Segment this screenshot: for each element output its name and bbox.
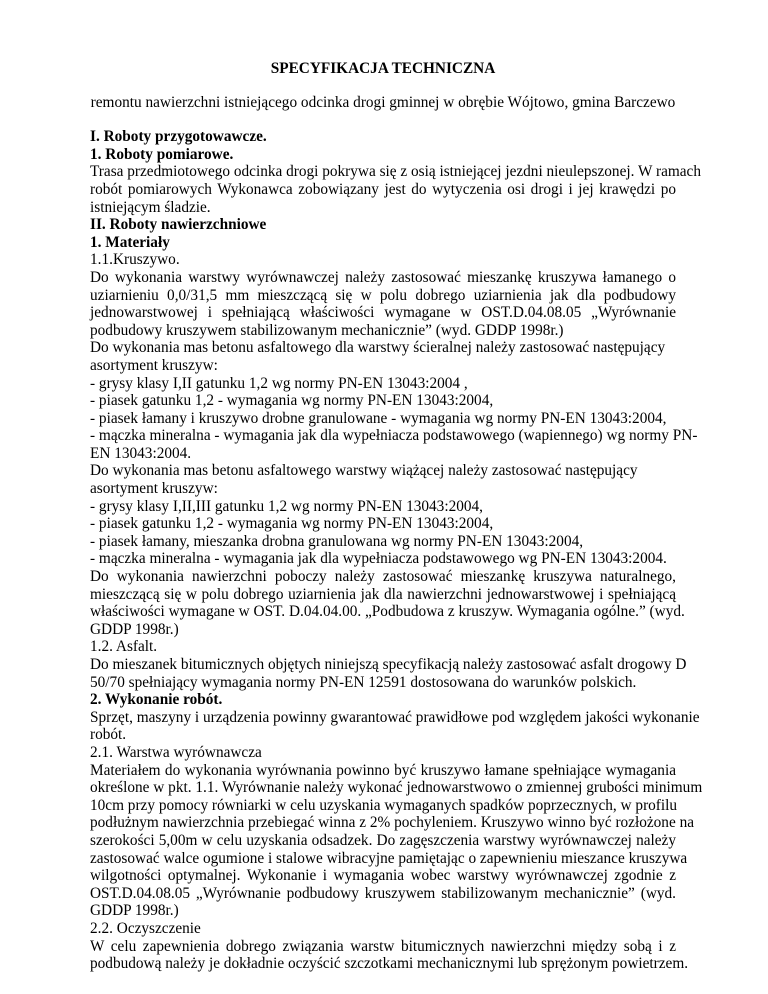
text-line: Trasa przedmiotowego odcinka drogi pokrywa się z osią istniejącej jezdni nieulepszonej. W ramach <box>90 163 701 181</box>
text-line: EN 13043:2004. <box>90 444 192 462</box>
text-line: asortyment kruszyw: <box>90 480 218 498</box>
text-line: Materiałem do wykonania wyrównania powinno być kruszywo łamane spełniające wymagania <box>90 761 676 779</box>
text-line: 2.1. Warstwa wyrównawcza <box>90 743 262 761</box>
text-line: GDDP 1998r.) <box>90 620 179 638</box>
text-line: podbudową należy je dokładnie oczyścić szczotkami mechanicznymi lub sprężonym powietrzem. <box>90 955 689 973</box>
text-line: - piasek łamany i kruszywo drobne granulowane - wymagania wg normy PN-EN 13043:2004, <box>90 409 667 427</box>
text-line: istniejącym śladzie. <box>90 198 211 216</box>
text-line: W celu zapewnienia dobrego związania warstw bitumicznych nawierzchni między sobą i z <box>90 937 676 955</box>
document-subtitle: remontu nawierzchni istniejącego odcinka drogi gminnej w obrębie Wójtowo, gmina Barczewo <box>90 93 676 111</box>
text-line: - piasek łamany, mieszanka drobna granulowana wg normy PN-EN 13043:2004, <box>90 532 584 550</box>
section-heading: II. Roboty nawierzchniowe <box>90 216 267 234</box>
text-line: robót. <box>90 726 127 744</box>
text-line: - mączka mineralna - wymagania jak dla wypełniacza podstawowego (wapiennego) wg normy PN- <box>90 427 698 445</box>
text-line: - grysy klasy I,II,III gatunku 1,2 wg normy PN-EN 13043:2004, <box>90 497 483 515</box>
document-body <box>90 128 703 973</box>
text-line: jednowarstwowej i spełniającą właściwości wymagane w OST.D.04.08.05 „Wyrównanie <box>90 304 676 322</box>
text-line: Do wykonania mas betonu asfaltowego warstwy wiążącej należy zastosować następujący <box>90 462 638 480</box>
text-line: Do wykonania nawierzchni poboczy należy zastosować mieszankę kruszywa naturalnego, <box>90 568 676 586</box>
text-line: - piasek gatunku 1,2 - wymagania wg normy PN-EN 13043:2004, <box>90 392 494 410</box>
text-line: Do wykonania mas betonu asfaltowego dla warstwy ścieralnej należy zastosować następujący <box>90 339 666 357</box>
text-line: wilgotności optymalnej. Wykonanie i wymagania wobec warstwy wyrównawczej zgodnie z <box>90 867 676 885</box>
text-line: zastosować walce ogumione i stalowe wibracyjne pamiętając o zapewnieniu mieszance kruszywa <box>90 849 688 867</box>
text-line: Do wykonania warstwy wyrównawczej należy zastosować mieszankę kruszywa łamanego o <box>90 268 676 286</box>
text-line: Sprzęt, maszyny i urządzenia powinny gwarantować prawidłowe pod względem jakości wykonanie <box>90 708 700 726</box>
text-line: 10cm przy pomocy równiarki w celu uzyskania wymaganych spadków poprzecznych, w profilu <box>90 796 678 814</box>
section-heading: 1. Materiały <box>90 233 170 251</box>
text-line: robót pomiarowych Wykonawca zobowiązany jest do wytyczenia osi drogi i jej krawędzi po <box>90 180 676 198</box>
text-line: określone w pkt. 1.1. Wyrównanie należy wykonać jednowarstwowo o zmiennej grubości minimum <box>90 779 703 797</box>
text-line: 1.1.Kruszywo. <box>90 251 180 269</box>
text-line: szerokości 5,00m w celu uzyskania odsadzek. Do zagęszczenia warstwy wyrównawczej należy <box>90 831 676 849</box>
text-line: 50/70 spełniający wymagania normy PN-EN 12591 dostosowana do warunków polskich. <box>90 673 637 691</box>
text-line: asortyment kruszyw: <box>90 356 218 374</box>
text-line: Do mieszanek bitumicznych objętych niniejszą specyfikacją należy zastosować asfalt drogowy D <box>90 656 687 673</box>
text-line: mieszczącą się w polu dobrego uziarnienia jak dla nawierzchni jednowarstwowej i spełniającą <box>90 585 676 603</box>
text-line: 2.2. Oczyszczenie <box>90 919 201 937</box>
text-line: podłużnym nawierzchnia przebiegać winna z 2% pochyleniem. Kruszywo winno być rozłożone na <box>90 814 695 832</box>
text-line: - mączka mineralna - wymagania jak dla wypełniacza podstawowego wg PN-EN 13043:2004. <box>90 550 667 568</box>
text-line: - piasek gatunku 1,2 - wymagania wg normy PN-EN 13043:2004, <box>90 515 494 533</box>
text-line: - grysy klasy I,II gatunku 1,2 wg normy PN-EN 13043:2004 , <box>90 374 468 392</box>
text-line: OST.D.04.08.05 „Wyrównanie podbudowy kruszywem stabilizowanym mechanicznie” (wyd. <box>90 884 676 902</box>
section-heading: I. Roboty przygotowawcze. <box>90 128 267 146</box>
text-line: GDDP 1998r.) <box>90 902 179 920</box>
text-line: 1.2. Asfalt. <box>90 638 158 656</box>
section-heading: 1. Roboty pomiarowe. <box>90 145 234 163</box>
document-title: SPECYFIKACJA TECHNICZNA <box>270 60 496 77</box>
text-line: podbudowy kruszywem stabilizowanym mechanicznie” (wyd. GDDP 1998r.) <box>90 321 564 339</box>
section-heading: 2. Wykonanie robót. <box>90 691 223 709</box>
text-line: właściwości wymagane w OST. D.04.04.00. „Podbudowa z kruszyw. Wymagania ogólne.” (wyd. <box>90 603 685 621</box>
text-line: uziarnieniu 0,0/31,5 mm mieszczącą się w polu dobrego uziarnienia jak dla podbudowy <box>90 286 676 304</box>
